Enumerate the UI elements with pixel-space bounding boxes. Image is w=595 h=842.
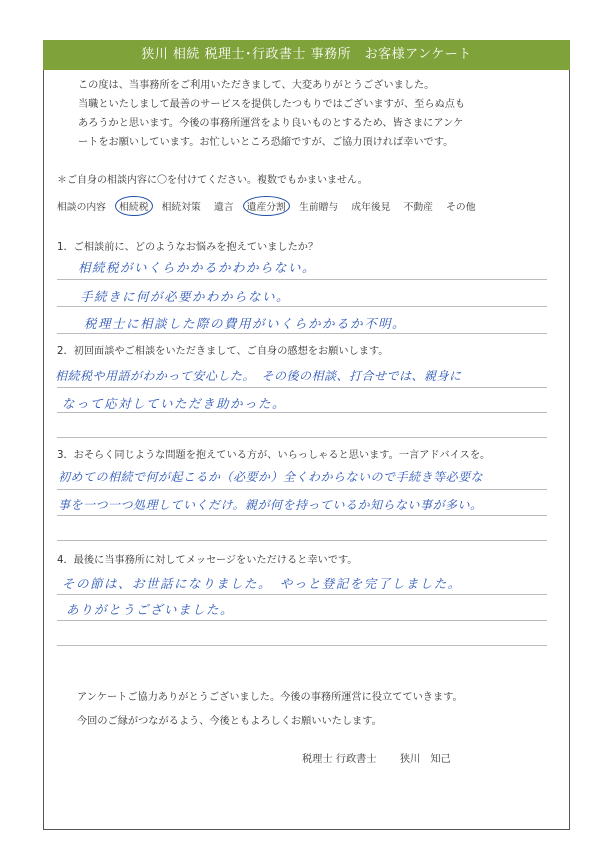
consult-note: ＊ご自身の相談内容に〇を付けてください。複数でもかまいません。 [57,175,368,186]
intro-line: ートをお願いしています。お忙しいところ恐縮ですが、ご協力頂ければ幸いです。 [78,137,454,148]
category-other[interactable]: その他 [446,202,476,213]
answer-rule [57,540,547,541]
signature-role: 税理士 行政書士 [302,754,377,765]
answer-rule [57,515,547,516]
question-4: 4．最後に当事務所に対してメッセージをいただけると幸いです。 [57,555,358,566]
signature-name: 狭川 知己 [399,754,451,765]
category-will[interactable]: 遺言 [213,202,234,213]
category-tax-planning[interactable]: 相続対策 [161,202,201,213]
category-real-estate[interactable]: 不動産 [403,202,433,213]
answer-rule [57,306,547,307]
answer-2-line-2: なって応対していただき助かった。 [62,396,287,411]
answer-2-line-1: 相続税や用語がわかって安心した。 その後の相談、打合せでは、親身に [55,369,462,383]
answer-1-line-2: 手続きに何が必要かわからない。 [80,289,291,304]
answer-3-line-1: 初めての相続で何が起こるか（必要か）全くわからないので手続き等必要な [58,470,484,484]
intro-line: あろうかと思います。今後の事務所運営をより良いものとするため、皆さまにアンケ [78,118,464,129]
answer-rule [57,645,547,646]
signature [302,750,471,765]
answer-rule [57,437,547,438]
answer-rule [57,279,547,280]
answer-1-line-1: 相続税がいくらかかるかわからない。 [78,260,317,275]
question-2: 2．初回面談やご相談をいただきまして、ご自身の感想をお願いします。 [57,346,389,357]
category-gift[interactable]: 生前贈与 [298,202,339,213]
answer-rule [57,412,547,413]
category-inheritance-tax[interactable]: 相続税 [119,199,148,213]
survey-header: 狭川 相続 税理士･行政書士 事務所 お客様アンケート [43,40,570,70]
answer-rule [57,489,547,490]
answer-rule [57,594,547,595]
answer-rule [57,620,547,621]
intro-text [78,76,548,152]
category-row [57,199,486,213]
closing-line-2: 今回のご縁がつながるよう、今後ともよろしくお願いいたします。 [77,716,382,727]
category-estate-division[interactable]: 遺産分割 [247,199,286,213]
answer-3-line-2: 事を一つ一つ処理していくだけ。親が何を持っているか知らない事が多い。 [58,498,483,512]
question-3: 3．おそらく同じような問題を抱えている方が、いらっしゃると思います。一言アドバイスを。 [57,450,491,461]
closing-line-1: アンケートご協力ありがとうございました。今後の事務所運営に役立てていきます。 [77,692,463,703]
category-label: 相談の内容 [57,202,106,213]
answer-4-line-1: その節は、お世話になりました。 やっと登記を完了しました。 [62,576,462,591]
answer-rule [57,387,547,388]
category-guardianship[interactable]: 成年後見 [351,202,391,213]
answer-rule [57,333,547,334]
intro-line: 当職といたしまして最善のサービスを提供したつもりではございますが、至らぬ点も [78,99,466,110]
question-1: 1．ご相談前に、どのようなお悩みを抱えていましたか？ [57,242,319,253]
answer-1-line-3: 税理士に相談した際の費用がいくらかかるか不明。 [84,316,407,331]
answer-4-line-2: ありがとうございました。 [66,602,235,617]
intro-line: この度は、当事務所をご利用いただきまして、大変ありがとうございました。 [78,80,435,91]
